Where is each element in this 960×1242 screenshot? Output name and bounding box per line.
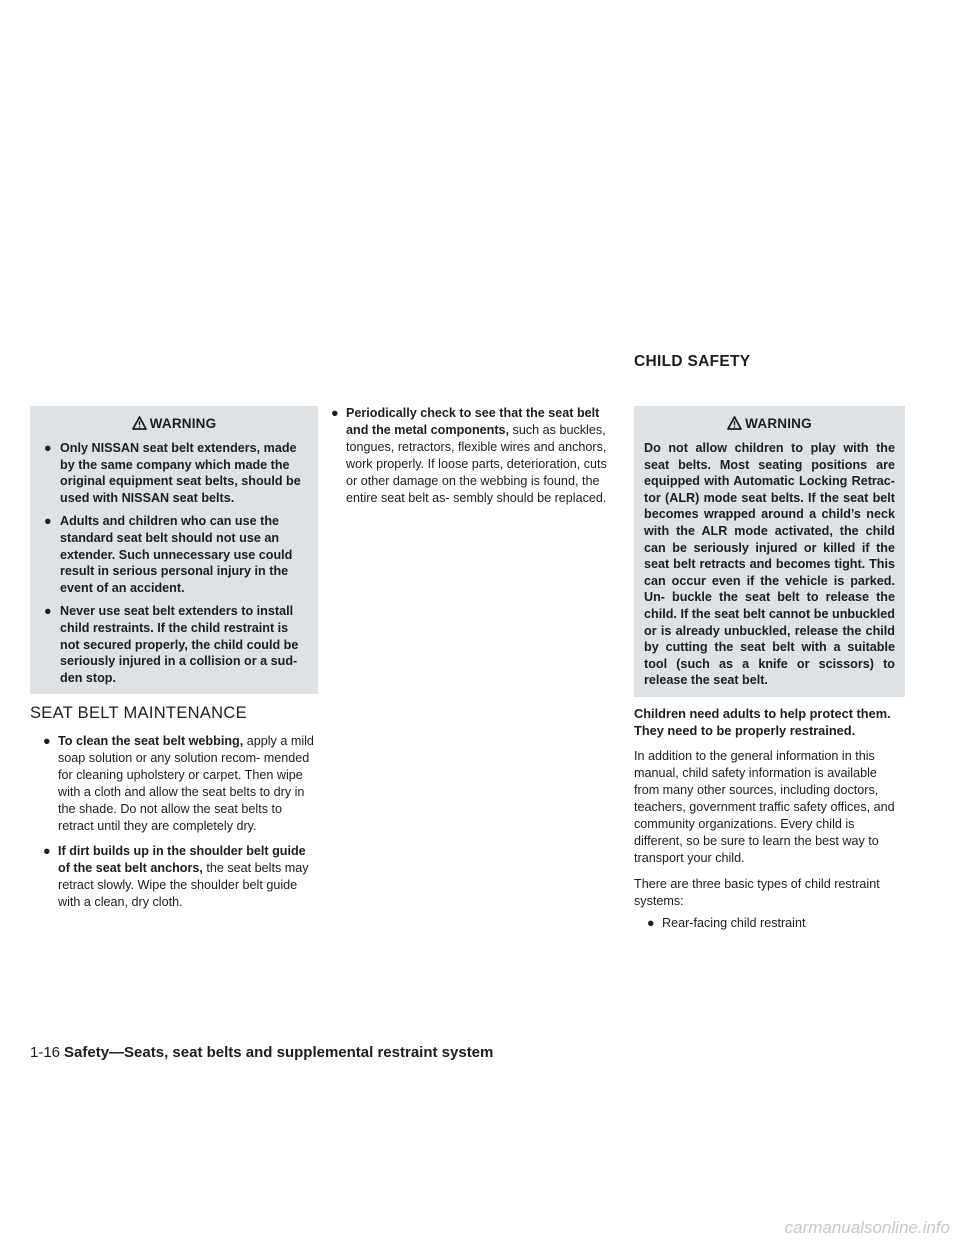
list-item: [30, 733, 318, 835]
item-text: the seat belts may retract slowly. Wipe the shoulder belt guide with a clean, dry cloth.: [58, 861, 309, 910]
item-lead: To clean the seat belt webbing,: [58, 734, 244, 749]
list-item: [318, 405, 614, 507]
bullet: ●: [43, 734, 51, 749]
item-lead: Periodically check to see that the seat belt and the metal components,: [346, 406, 600, 437]
warning-box: [634, 406, 905, 697]
bullet: ●: [331, 406, 339, 420]
watermark: carmanualsonline.info: [784, 1218, 950, 1237]
item-lead: If dirt builds up in the shoulder belt guide of the seat belt anchors,: [58, 844, 306, 876]
item-text: such as buckles, tongues, retractors, flexible wires and anchors, work properly. If loose parts, deterioration, cuts or other damage on the webbing is found, the entire seat belt as- sembly should be replaced.: [346, 423, 607, 505]
column-1: [30, 406, 318, 919]
bullet: ●: [44, 514, 52, 529]
maintenance-list: [30, 733, 318, 911]
warning-item-text: Adults and children who can use the standard seat belt should not use an extender. Such unnecessary use could result in serious personal injury in the event of an accident.: [60, 514, 293, 595]
bullet: ●: [44, 441, 52, 455]
chapter-title: Safety—Seats, seat belts and supplemental restraint system: [64, 1044, 494, 1061]
section-title-seat-belt-maintenance: SEAT BELT MAINTENANCE: [30, 704, 247, 723]
warning-list: [40, 440, 308, 686]
bullet: ●: [647, 915, 655, 930]
warning-triangle-icon: [727, 416, 742, 430]
warning-item: [40, 513, 308, 596]
paragraph: There are three basic types of child restraint systems:: [634, 876, 880, 908]
warning-item-text: Never use seat belt extenders to install child restraints. If the child restraint is not secured properly, the child could be seriously injured in a collision or a sud- den stop.: [60, 604, 299, 685]
maintenance-list-continued: [318, 405, 614, 507]
column-2: [318, 405, 614, 515]
bold-paragraph: Children need adults to help protect them. They need to be properly restrained.: [634, 705, 891, 738]
warning-box: [30, 406, 318, 694]
warning-item-text: Only NISSAN seat belt extenders, made by the same company which made the original equipment seat belts, should be used with NISSAN seat belts.: [60, 441, 301, 505]
warning-title: WARNING: [745, 415, 812, 431]
paragraph: In addition to the general information in this manual, child safety information is available from many other sources, including doctors, teachers, government traffic safety offices, and community organizations. Every child is different, so be sure to learn the best way to transport your child.: [634, 748, 895, 865]
page-number: 1-16: [30, 1044, 61, 1061]
warning-header: [40, 412, 308, 434]
item-text: Rear-facing child restraint: [662, 915, 806, 930]
warning-item: [40, 440, 308, 506]
warning-item: [40, 603, 308, 686]
warning-title: WARNING: [149, 415, 217, 431]
bullet: ●: [43, 844, 51, 859]
warning-triangle-icon: [132, 416, 147, 430]
warning-header: [644, 412, 895, 434]
section-heading-child-safety: CHILD SAFETY: [634, 353, 751, 370]
item-text: apply a mild soap solution or any solution recom- mended for cleaning upholstery or carpet. Then wipe with a cloth and allow the seat belts to dry in the shade. Do not allow the seat belts to retract until they are completely dry.: [58, 734, 314, 834]
warning-text: Do not allow children to play with the seat belts. Most seating positions are equipped with Automatic Locking Retrac- tor (ALR) mode seat belts. If the seat belt becomes wrapped around a child’s neck with the ALR mode activated, the child can be seriously injured or killed if the seat belt retracts and becomes tight. This can occur even if the vehicle is parked. Un- buckle the seat belt to release the child. If the seat belt cannot be unbuckled or is already unbuckled, release the child by cutting the seat belt with a suitable tool (such as a knife or scissors) to release the seat belt.: [644, 441, 895, 688]
restraint-types-list: [634, 915, 905, 932]
page-footer: [30, 1044, 493, 1061]
list-item: [634, 915, 905, 932]
column-3: [634, 406, 905, 940]
list-item: [30, 843, 318, 911]
bullet: ●: [44, 604, 52, 619]
